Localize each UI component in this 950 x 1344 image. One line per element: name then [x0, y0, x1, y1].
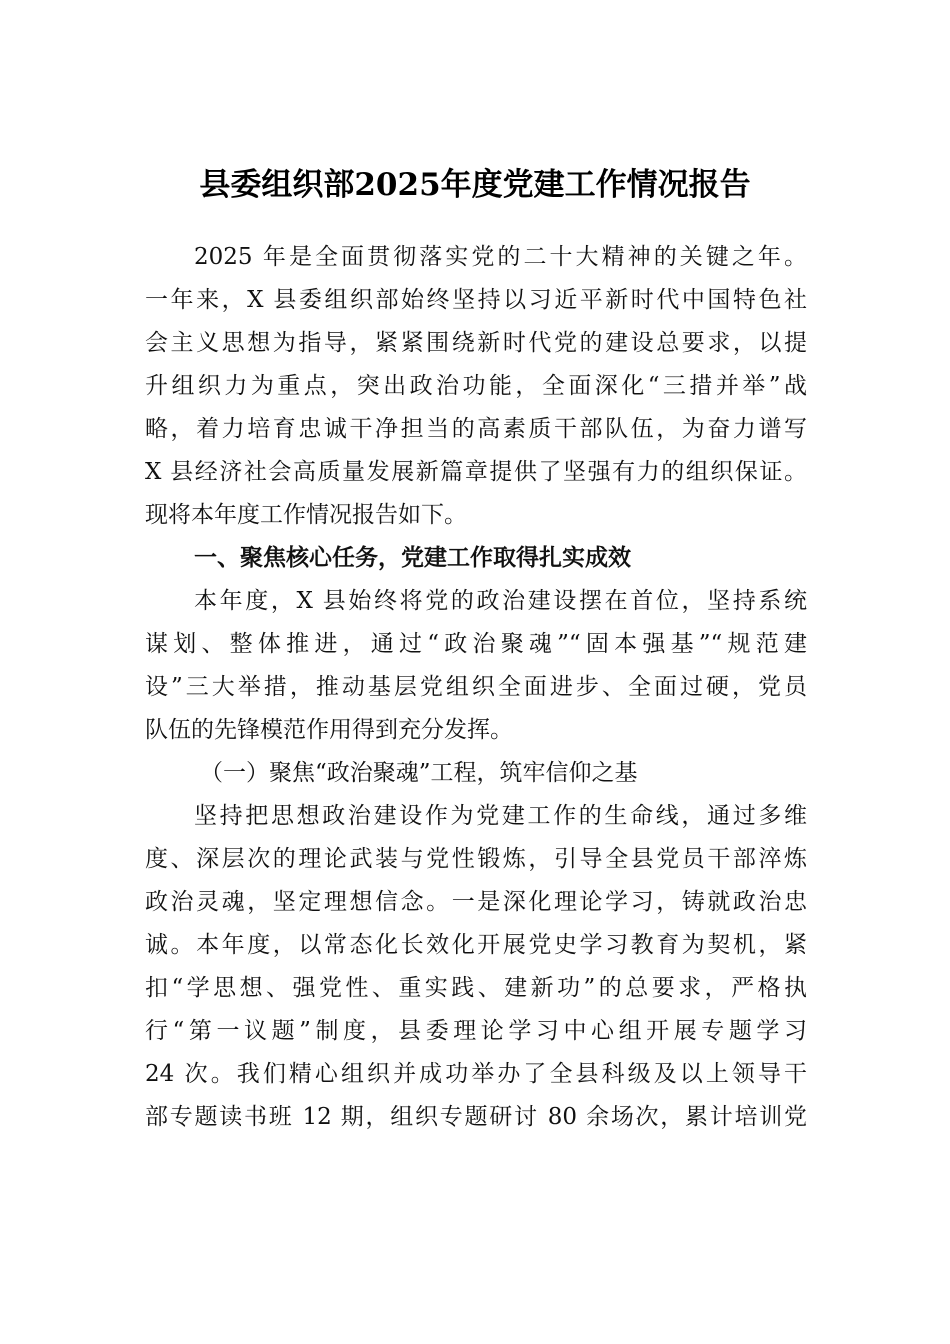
section1-line-3: 设”三大举措，推动基层党组织全面进步、全面过硬，党员	[145, 674, 807, 700]
subsection1-line-8: 部专题读书班 12 期，组织专题研讨 80 余场次，累计培训党	[145, 1104, 807, 1130]
intro-line-7: 现将本年度工作情况报告如下。	[145, 502, 467, 528]
subsection1-line-5: 扣“学思想、强党性、重实践、建新功”的总要求，严格执	[145, 975, 807, 1001]
intro-line-3: 会主义思想为指导，紧紧围绕新时代党的建设总要求，以提	[145, 330, 807, 356]
intro-line-1: 2025 年是全面贯彻落实党的二十大精神的关键之年。	[194, 244, 807, 270]
intro-line-5: 略，着力培育忠诚干净担当的高素质干部队伍，为奋力谱写	[145, 416, 807, 442]
intro-line-6: X 县经济社会高质量发展新篇章提供了坚强有力的组织保证。	[145, 459, 807, 485]
intro-line-2: 一年来，X 县委组织部始终坚持以习近平新时代中国特色社	[145, 287, 807, 313]
subsection1-line-4: 诚。本年度，以常态化长效化开展党史学习教育为契机，紧	[145, 932, 807, 958]
section1-line-2: 谋划、整体推进，通过“政治聚魂”“固本强基”“规范建	[145, 631, 807, 657]
subsection-heading-1: （一）聚焦“政治聚魂”工程，筑牢信仰之基	[200, 760, 638, 786]
subsection1-line-7: 24 次。我们精心组织并成功举办了全县科级及以上领导干	[145, 1061, 807, 1087]
document-title: 县委组织部2025年度党建工作情况报告	[199, 167, 751, 203]
subsection1-line-1: 坚持把思想政治建设作为党建工作的生命线，通过多维	[194, 803, 807, 829]
subsection1-line-6: 行“第一议题”制度，县委理论学习中心组开展专题学习	[145, 1018, 807, 1044]
subsection1-line-3: 政治灵魂，坚定理想信念。一是深化理论学习，铸就政治忠	[145, 889, 807, 915]
subsection1-line-2: 度、深层次的理论武装与党性锻炼，引导全县党员干部淬炼	[145, 846, 807, 872]
section-heading-1: 一、聚焦核心任务，党建工作取得扎实成效	[194, 545, 631, 571]
section1-line-1: 本年度，X 县始终将党的政治建设摆在首位，坚持系统	[194, 588, 807, 614]
intro-line-4: 升组织力为重点，突出政治功能，全面深化“三措并举”战	[145, 373, 807, 399]
section1-line-4: 队伍的先锋模范作用得到充分发挥。	[145, 717, 513, 743]
